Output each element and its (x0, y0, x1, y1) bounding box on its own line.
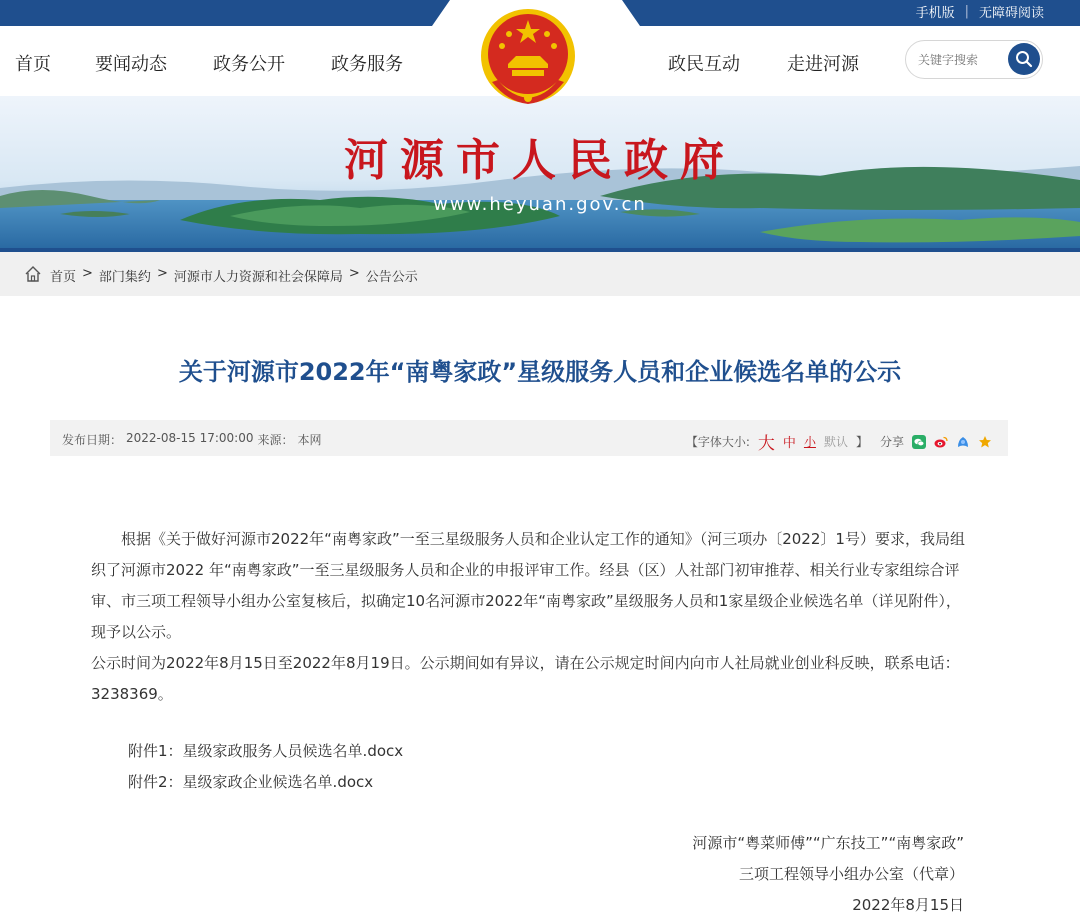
article-paragraph: 根据《关于做好河源市2022年“南粤家政”一至三星级服务人员和企业认定工作的通知》（河三项办〔2022〕1号）要求，我局组织了河源市2022 年“南粤家政”一至三星级服务人员和企业的申报评审工作。经县（区）人社部门初审推荐、相关行业专家组综合评审、市三项工程领导小组办公室复核后，拟确定10名河源市2022年“南粤家政”星级服务人员和1家星级企业候选名单（详见附件），现予以公示。 (91, 530, 965, 641)
share-label: 分享 (879, 435, 904, 449)
article-meta (62, 431, 322, 448)
top-separator: | (964, 4, 969, 19)
national-emblem-icon (478, 6, 578, 108)
signature-line: 三项工程领导小组办公室（代章） (738, 865, 964, 883)
breadcrumb-sep: > (348, 266, 360, 281)
breadcrumb (0, 252, 1080, 296)
font-size-close: 】 (855, 435, 868, 449)
attachment-link-2[interactable]: 附件2：星级家政企业候选名单.docx (128, 773, 374, 791)
font-size-default-button[interactable]: 默认 (823, 435, 848, 449)
mobile-version-link[interactable]: 手机版 (915, 6, 955, 21)
publish-date: 2022-08-15 17:00:00 (126, 431, 254, 445)
publish-date-label: 发布日期： (62, 433, 123, 447)
site-url: www.heyuan.gov.cn (433, 194, 647, 215)
breadcrumb-hr-bureau[interactable]: 河源市人力资源和社会保障局 (173, 270, 343, 285)
font-size-large-button[interactable]: 大 (757, 434, 775, 454)
weibo-share-icon[interactable] (934, 435, 948, 449)
source-value: 本网 (297, 433, 322, 447)
search-button[interactable] (1008, 43, 1040, 75)
nav-item-interaction[interactable]: 政民互动 (668, 54, 740, 75)
font-size-label: 【字体大小: (685, 435, 750, 449)
article-meta-bar (50, 420, 1008, 456)
favorite-star-icon[interactable] (978, 435, 992, 449)
home-icon (24, 265, 42, 283)
qq-share-icon[interactable] (956, 435, 970, 449)
accessible-reading-link[interactable]: 无障碍阅读 (978, 6, 1044, 21)
nav-item-news[interactable]: 要闻动态 (95, 54, 167, 75)
source-label: 来源： (257, 433, 294, 447)
search-input[interactable] (916, 49, 1010, 71)
search-icon (1015, 50, 1033, 68)
font-size-medium-button[interactable]: 中 (782, 436, 796, 451)
article-title: 关于河源市2022年“南粤家政”星级服务人员和企业候选名单的公示 (178, 358, 902, 386)
signature-line: 河源市“粤菜师傅”“广东技工”“南粤家政” (692, 834, 964, 852)
breadcrumb-departments[interactable]: 部门集约 (98, 270, 151, 285)
nav-item-gov-services[interactable]: 政务服务 (331, 54, 403, 75)
breadcrumb-trail (50, 266, 418, 285)
nav-item-home[interactable]: 首页 (15, 54, 51, 75)
site-title: 河源市人民政府 (344, 135, 736, 186)
article-body (91, 524, 971, 710)
font-size-small-button[interactable]: 小 (803, 435, 816, 449)
signature-date: 2022年8月15日 (852, 896, 964, 914)
search-box (905, 40, 1043, 79)
article-tools (686, 429, 992, 454)
article-paragraph: 公示时间为2022年8月15日至2022年8月19日。公示期间如有异议，请在公示规定时间内向市人社局就业创业科反映，联系电话：3238369。 (91, 654, 960, 703)
top-links (916, 2, 1044, 21)
nav-item-gov-affairs[interactable]: 政务公开 (213, 54, 285, 75)
banner (0, 96, 1080, 248)
breadcrumb-notices[interactable]: 公告公示 (365, 270, 418, 285)
wechat-share-icon[interactable] (912, 435, 926, 449)
nav-item-about-heyuan[interactable]: 走进河源 (787, 54, 859, 75)
breadcrumb-home[interactable]: 首页 (50, 270, 77, 285)
breadcrumb-sep: > (82, 266, 93, 281)
attachment-link-1[interactable]: 附件1：星级家政服务人员候选名单.docx (128, 742, 404, 760)
breadcrumb-sep: > (156, 266, 168, 281)
